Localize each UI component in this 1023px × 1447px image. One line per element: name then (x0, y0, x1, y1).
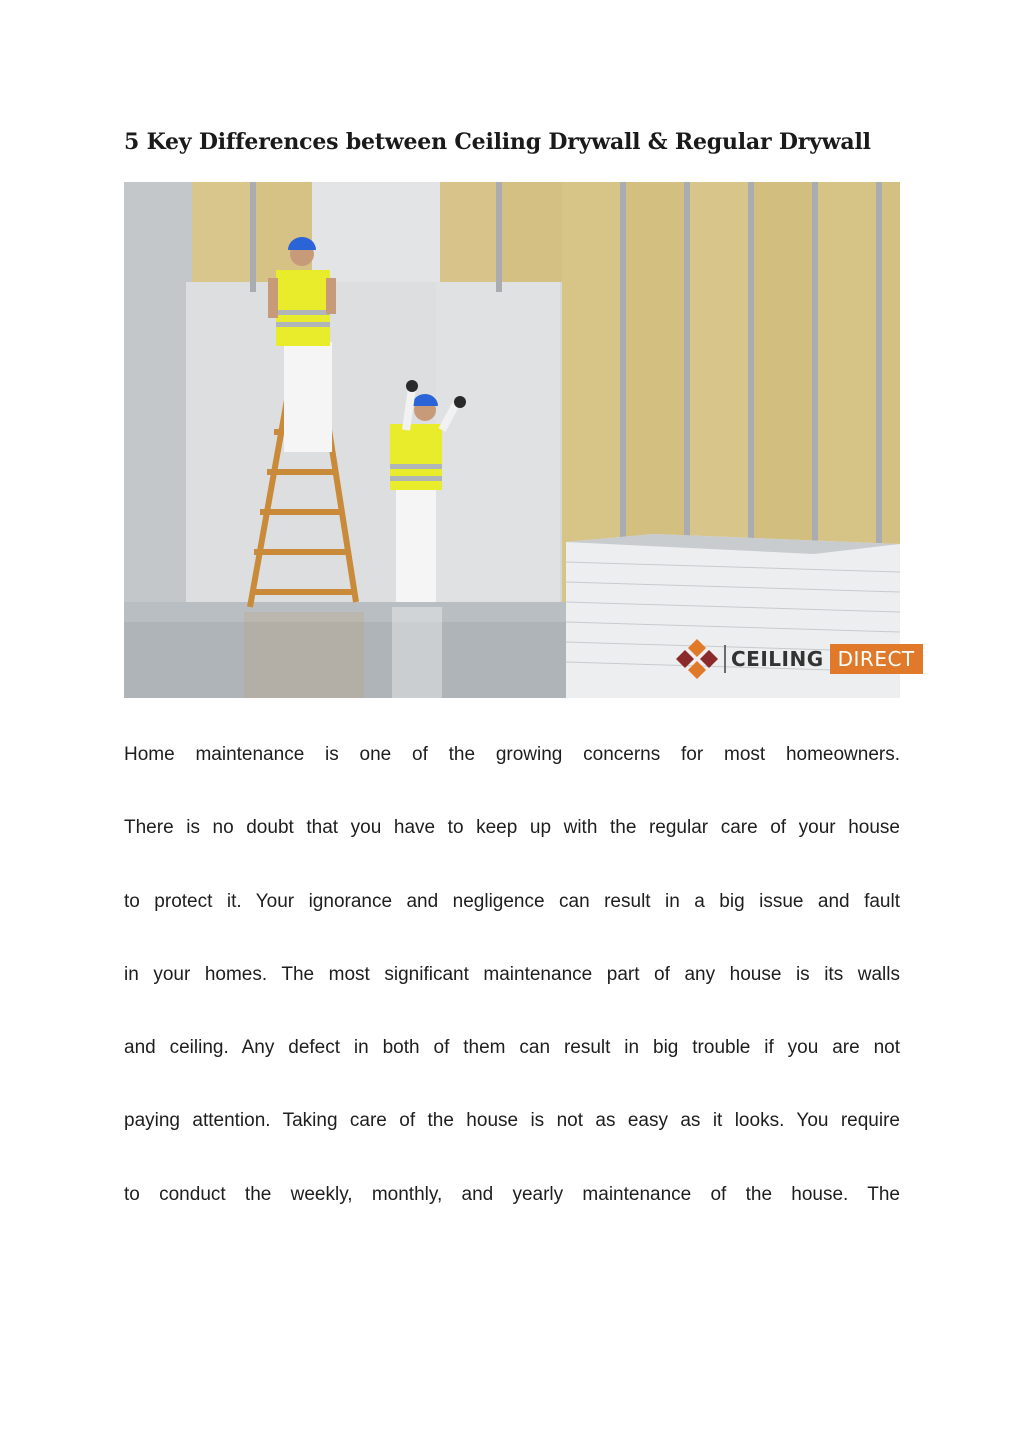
paragraph-line: to protect it. Your ignorance and negligence can result in a big issue and fault (124, 890, 900, 912)
page-title: 5 Key Differences between Ceiling Drywall & Regular Drywall (124, 129, 871, 155)
logo-word-ceiling: CEILING (731, 647, 824, 671)
logo-word-direct: DIRECT (830, 644, 923, 674)
body-paragraph (124, 733, 900, 1246)
logo-separator (724, 645, 726, 673)
paragraph-line: to conduct the weekly, monthly, and yearly maintenance of the house. The (124, 1183, 900, 1205)
ceiling-direct-logo (672, 638, 923, 680)
paragraph-line: Home maintenance is one of the growing concerns for most homeowners. (124, 744, 900, 765)
paragraph-line: and ceiling. Any defect in both of them can result in big trouble if you are not (124, 1037, 900, 1059)
paragraph-line: in your homes. The most significant maintenance part of any house is its walls (124, 963, 900, 985)
paragraph-line: paying attention. Taking care of the house is not as easy as it looks. You require (124, 1110, 900, 1132)
paragraph-line: There is no doubt that you have to keep up with the regular care of your house (124, 817, 900, 839)
drywall-installation-illustration (124, 182, 900, 698)
diamond-logo-icon (672, 638, 722, 680)
hero-photo (124, 182, 915, 698)
